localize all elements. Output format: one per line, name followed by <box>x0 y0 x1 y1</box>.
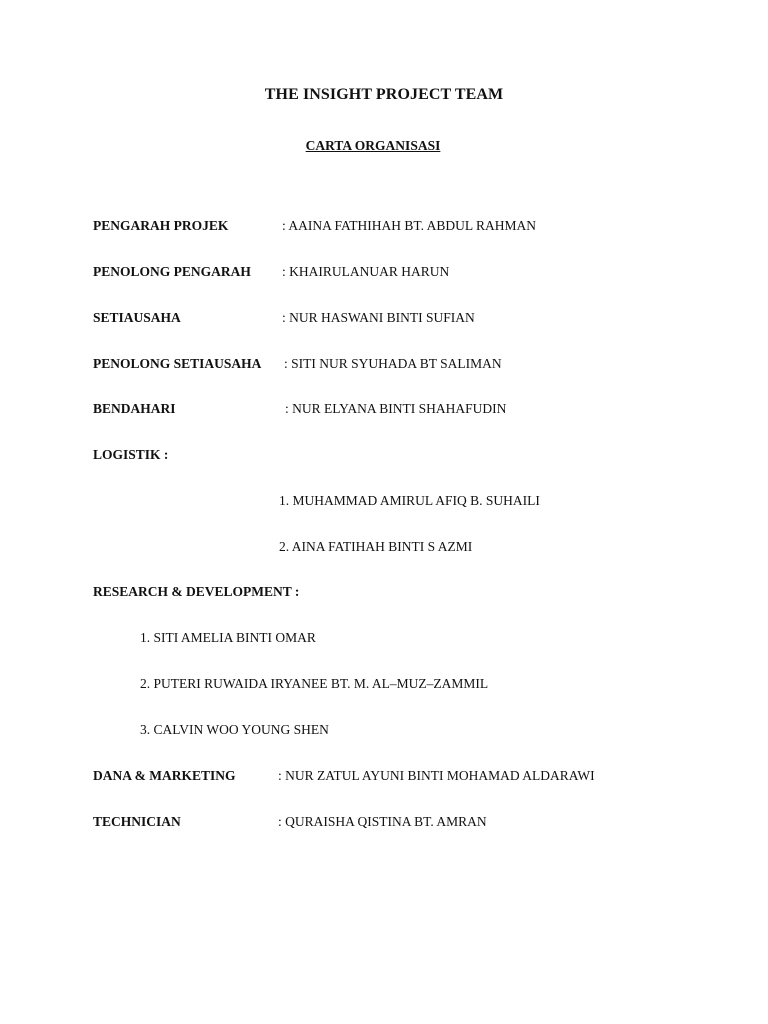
role-label-setiausaha: SETIAUSAHA <box>93 310 181 325</box>
logistik-member-2: 2. AINA FATIHAH BINTI S AZMI <box>279 539 473 554</box>
role-label-penolong-pengarah: PENOLONG PENGARAH <box>93 264 251 279</box>
section-label-logistik: LOGISTIK : <box>93 447 169 462</box>
role-label-dana-marketing: DANA & MARKETING <box>93 768 236 783</box>
role-value-dana-marketing: : NUR ZATUL AYUNI BINTI MOHAMAD ALDARAWI <box>278 768 595 783</box>
role-value-technician: : QURAISHA QISTINA BT. AMRAN <box>278 814 487 829</box>
role-value-setiausaha: : NUR HASWANI BINTI SUFIAN <box>282 310 475 325</box>
role-value-pengarah-projek: : AAINA FATHIHAH BT. ABDUL RAHMAN <box>282 218 537 233</box>
role-label-technician: TECHNICIAN <box>93 814 181 829</box>
research-member-3: 3. CALVIN WOO YOUNG SHEN <box>140 722 329 737</box>
document-title: THE INSIGHT PROJECT TEAM <box>264 86 504 103</box>
role-label-bendahari: BENDAHARI <box>93 401 176 416</box>
research-member-2: 2. PUTERI RUWAIDA IRYANEE BT. M. AL–MUZ–ZAMMIL <box>140 676 489 691</box>
section-label-research: RESEARCH & DEVELOPMENT : <box>93 584 300 599</box>
role-label-penolong-setiausaha: PENOLONG SETIAUSAHA <box>93 356 262 371</box>
research-member-1: 1. SITI AMELIA BINTI OMAR <box>140 630 316 645</box>
role-value-bendahari: : NUR ELYANA BINTI SHAHAFUDIN <box>285 401 507 416</box>
logistik-member-1: 1. MUHAMMAD AMIRUL AFIQ B. SUHAILI <box>279 493 540 508</box>
role-value-penolong-setiausaha: : SITI NUR SYUHADA BT SALIMAN <box>284 356 502 371</box>
role-value-penolong-pengarah: : KHAIRULANUAR HARUN <box>282 264 450 279</box>
role-label-pengarah-projek: PENGARAH PROJEK <box>93 218 229 233</box>
document-subtitle: CARTA ORGANISASI <box>305 138 441 153</box>
